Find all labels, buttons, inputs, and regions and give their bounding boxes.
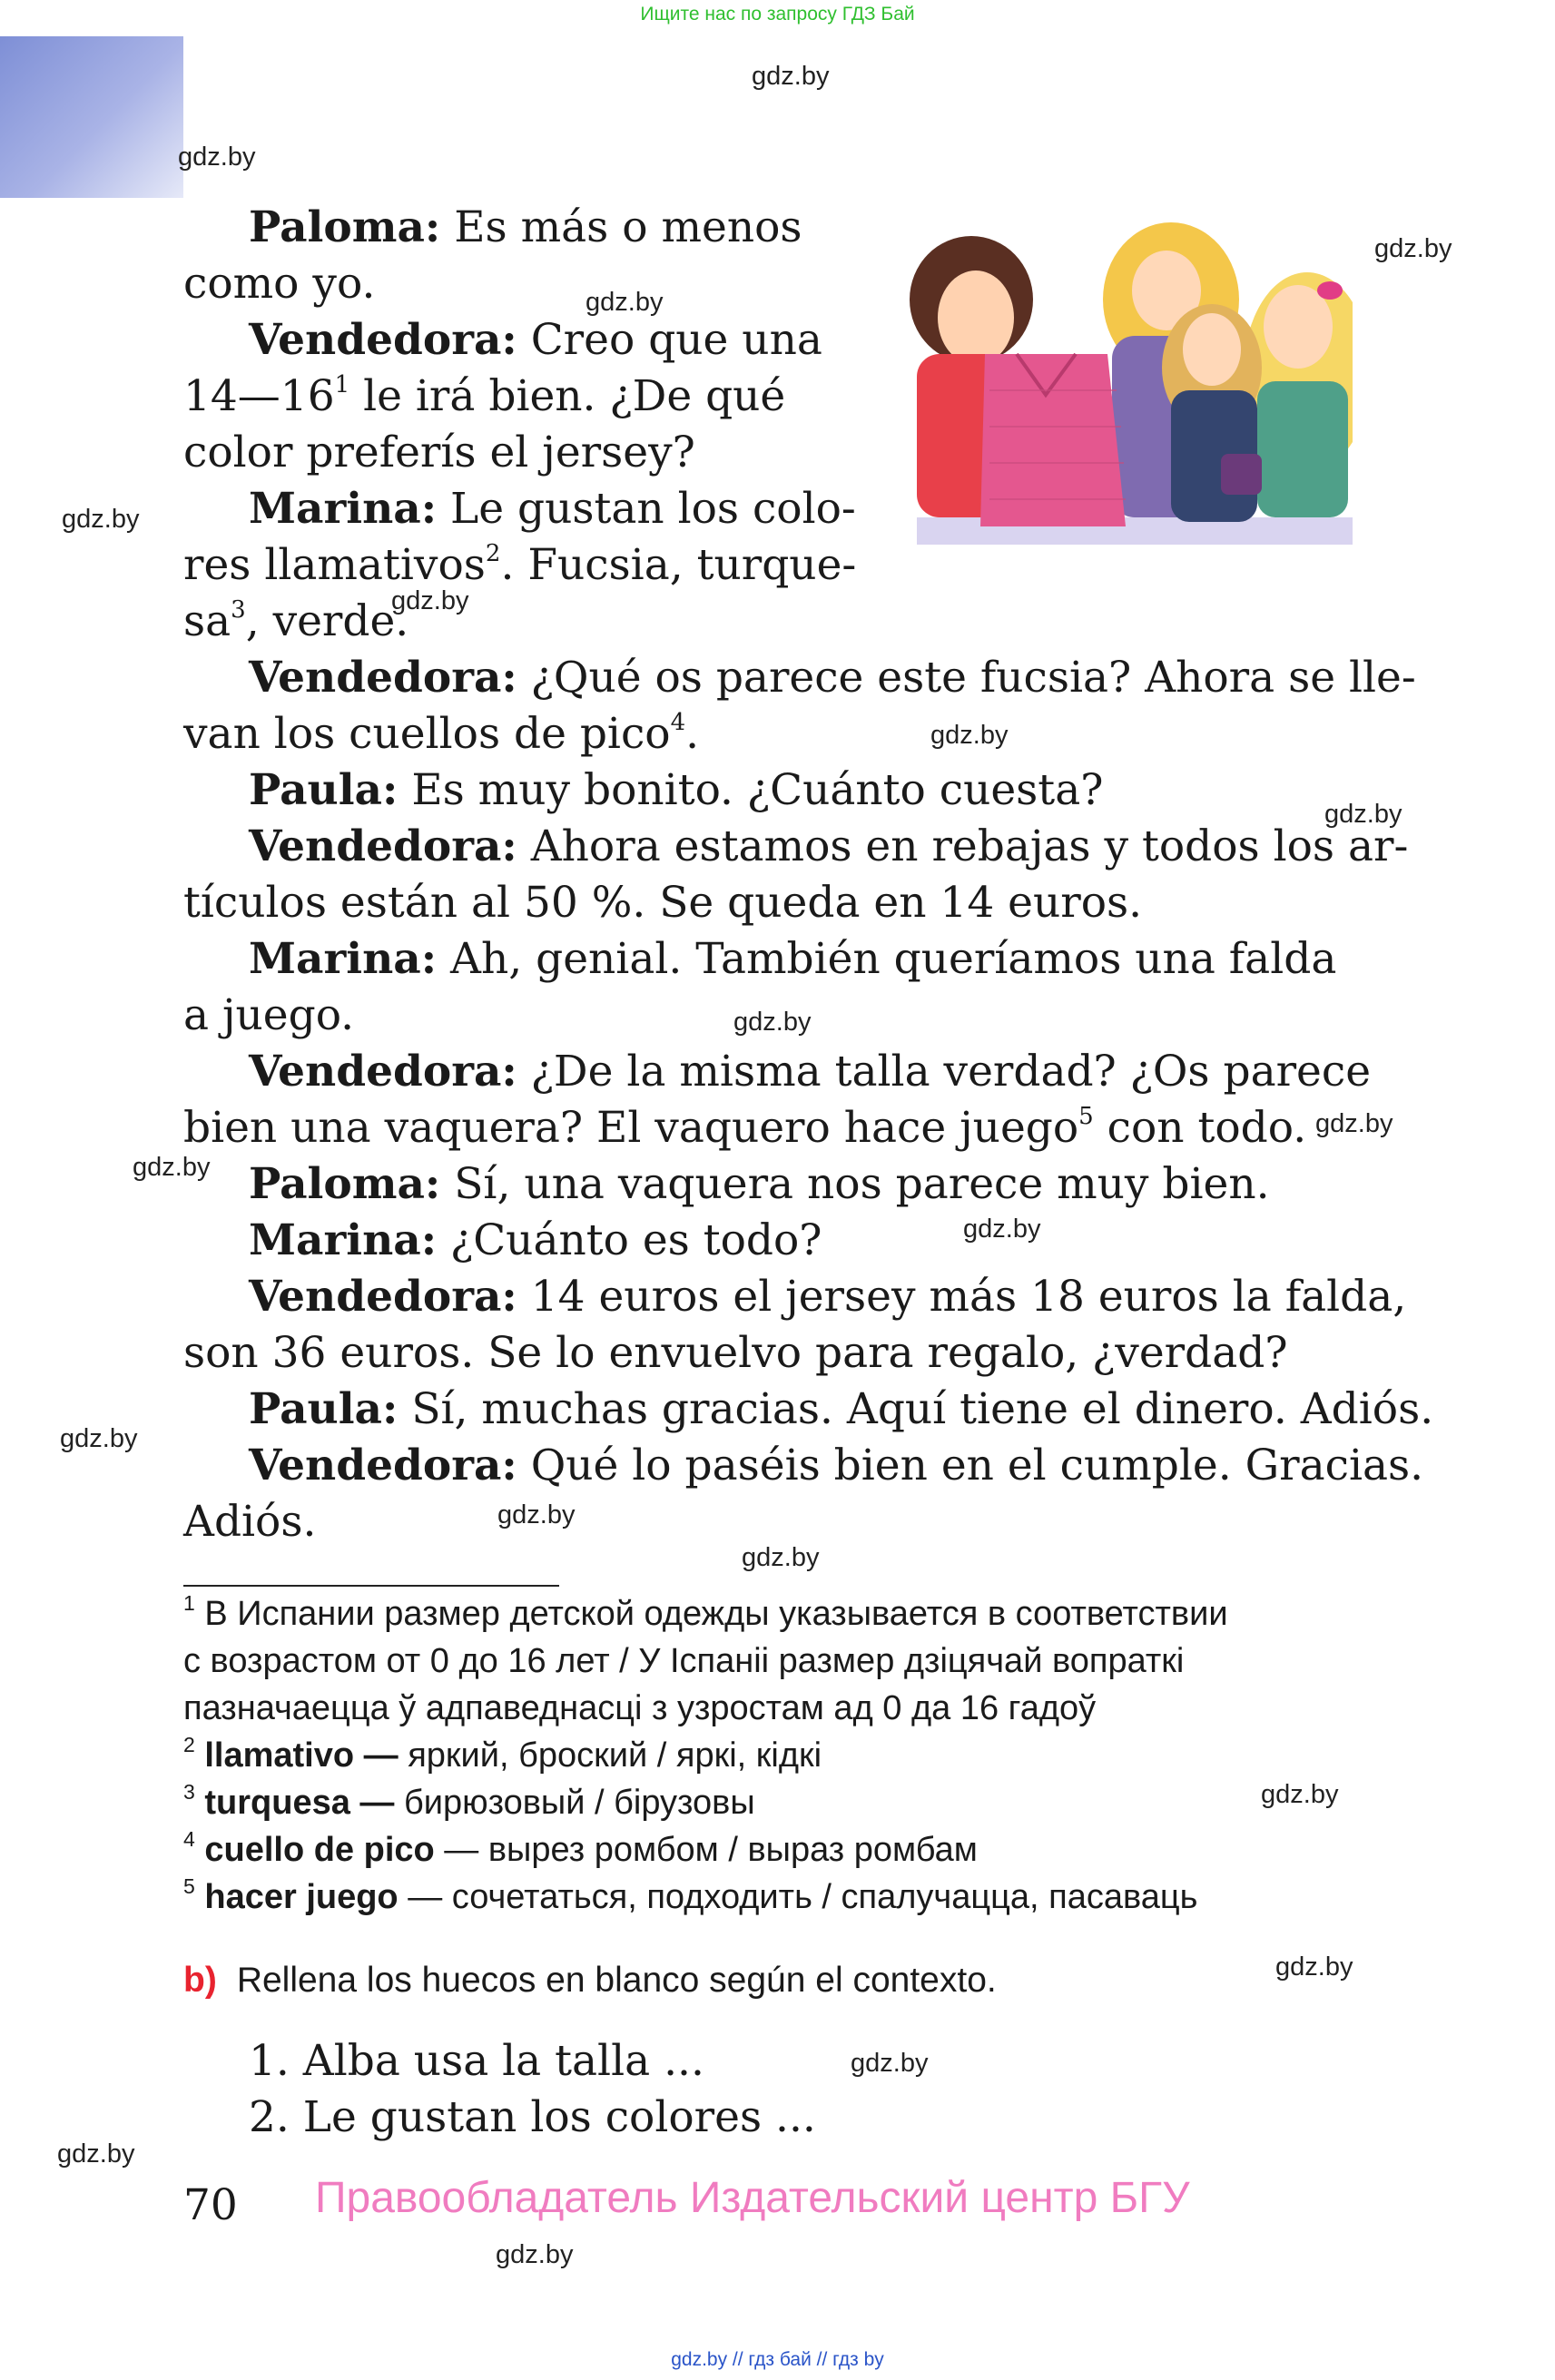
exercise-item: 1. Alba usa la talla ... (249, 2036, 704, 2086)
bottom-links[interactable]: gdz.by // гдз бай // гдз by (671, 2349, 884, 2370)
dialogue-line: Marina: ¿Cuánto es todo? (249, 1215, 822, 1265)
dialogue-line: $14—16^1$ le irá bien. ¿De qué (183, 371, 786, 421)
dialogue-line: Vendedora: ¿De la misma talla verdad? ¿Os parece (249, 1047, 1372, 1097)
top-banner[interactable]: Ищите нас по запросу ГДЗ Бай (640, 4, 915, 25)
dialogue-line: Vendedora: Creo que una (249, 315, 822, 365)
watermark: gdz.by (1315, 1109, 1393, 1138)
dialogue-line: como yo. (183, 259, 376, 309)
watermark: gdz.by (1374, 234, 1452, 263)
dialogue-line: Vendedora: 14 euros el jersey más 18 euros la falda, (249, 1272, 1407, 1322)
watermark: gdz.by (851, 2049, 929, 2078)
watermark: gdz.by (133, 1153, 211, 1182)
page-number: 70 (183, 2180, 238, 2230)
watermark: gdz.by (1324, 800, 1402, 829)
shopping-illustration (899, 218, 1353, 549)
watermark: gdz.by (178, 143, 256, 172)
clerk-face (938, 270, 1014, 365)
task-instruction: b) Rellena los huecos en blanco según el contexto. (183, 1961, 997, 2000)
footnote-1-cont: пазначаецца ў адпаведнасці з узростам ад 0 да 16 гадоў (183, 1689, 1097, 1727)
task-label: b) (183, 1961, 217, 2000)
dialogue-line: Paula: Sí, muchas gracias. Aquí tiene el dinero. Adiós. (249, 1384, 1434, 1434)
dialogue-line: Vendedora: Qué lo paséis bien en el cumple. Gracias. (249, 1441, 1424, 1490)
dialogue-line: res llamativos$^2$. Fucsia, turque- (183, 540, 857, 590)
watermark: gdz.by (60, 1424, 138, 1453)
dialogue-line: van los cuellos de pico$^4$. (183, 709, 700, 759)
dialogue-line: Marina: Le gustan los colo- (249, 484, 856, 534)
dialogue-line: Paloma: Es más o menos (249, 202, 802, 252)
watermark: gdz.by (1275, 1952, 1353, 1982)
dialogue-line: Paula: Es muy bonito. ¿Cuánto cuesta? (249, 765, 1104, 815)
footnote-divider (183, 1585, 559, 1587)
dialogue-line: Paloma: Sí, una vaquera nos parece muy bien. (249, 1159, 1270, 1209)
dialogue-line: Adiós. (183, 1497, 317, 1547)
girl-coat-4 (1257, 381, 1348, 517)
watermark: gdz.by (752, 62, 830, 91)
watermark: gdz.by (930, 721, 1009, 750)
dialogue-line: a juego. (183, 990, 355, 1040)
dialogue-line: color preferís el jersey? (183, 428, 695, 477)
footnote-5: $^5$ hacer juego — сочетаться, подходить / спалучацца, пасаваць (183, 1874, 1198, 1916)
handbag (1221, 454, 1262, 495)
pink-sweater (980, 354, 1126, 526)
footnote-4: $^4$ cuello de pico — вырез ромбом / выраз ромбам (183, 1827, 978, 1869)
dialogue-line: Marina: Ah, genial. También queríamos una falda (249, 934, 1337, 984)
dialogue-line: son 36 euros. Se lo envuelvo para regalo, ¿verdad? (183, 1328, 1288, 1378)
watermark: gdz.by (963, 1215, 1041, 1244)
footnote-1-cont: с возрастом от 0 до 16 лет / У Іспаніі размер дзіцячай вопраткі (183, 1642, 1185, 1680)
watermark: gdz.by (496, 2240, 574, 2269)
girl-face-3 (1183, 313, 1241, 386)
watermark: gdz.by (733, 1008, 812, 1037)
watermark: gdz.by (742, 1543, 820, 1572)
watermark: gdz.by (62, 505, 140, 534)
footnote-2: $^2$ llamativo — яркий, броский / яркі, кідкі (183, 1733, 822, 1775)
corner-decoration (0, 36, 183, 198)
hair-bow (1317, 281, 1343, 300)
watermark: gdz.by (57, 2139, 135, 2169)
watermark: gdz.by (1261, 1780, 1339, 1809)
dialogue-line: Vendedora: Ahora estamos en rebajas y todos los ar- (249, 821, 1409, 871)
exercise-item: 2. Le gustan los colores ... (249, 2092, 816, 2142)
footnote-1: $^1$ В Испании размер детской одежды указывается в соответствии (183, 1591, 1228, 1633)
dialogue-line: tículos están al 50 %. Se queda en 14 euros. (183, 878, 1143, 928)
dialogue-line: $sa^3$, verde. (183, 596, 409, 646)
watermark: gdz.by (586, 288, 664, 317)
watermark: gdz.by (497, 1500, 576, 1529)
dialogue-line: Vendedora: ¿Qué os parece este fucsia? Ahora se lle- (249, 653, 1416, 703)
rights-holder: Правообладатель Издательский центр БГУ (315, 2174, 1190, 2222)
footnote-3: $^3$ turquesa — бирюзовый / бірузовы (183, 1780, 755, 1822)
dialogue-line: bien una vaquera? El vaquero hace juego$^5$ con todo. (183, 1103, 1307, 1153)
watermark: gdz.by (391, 586, 469, 615)
